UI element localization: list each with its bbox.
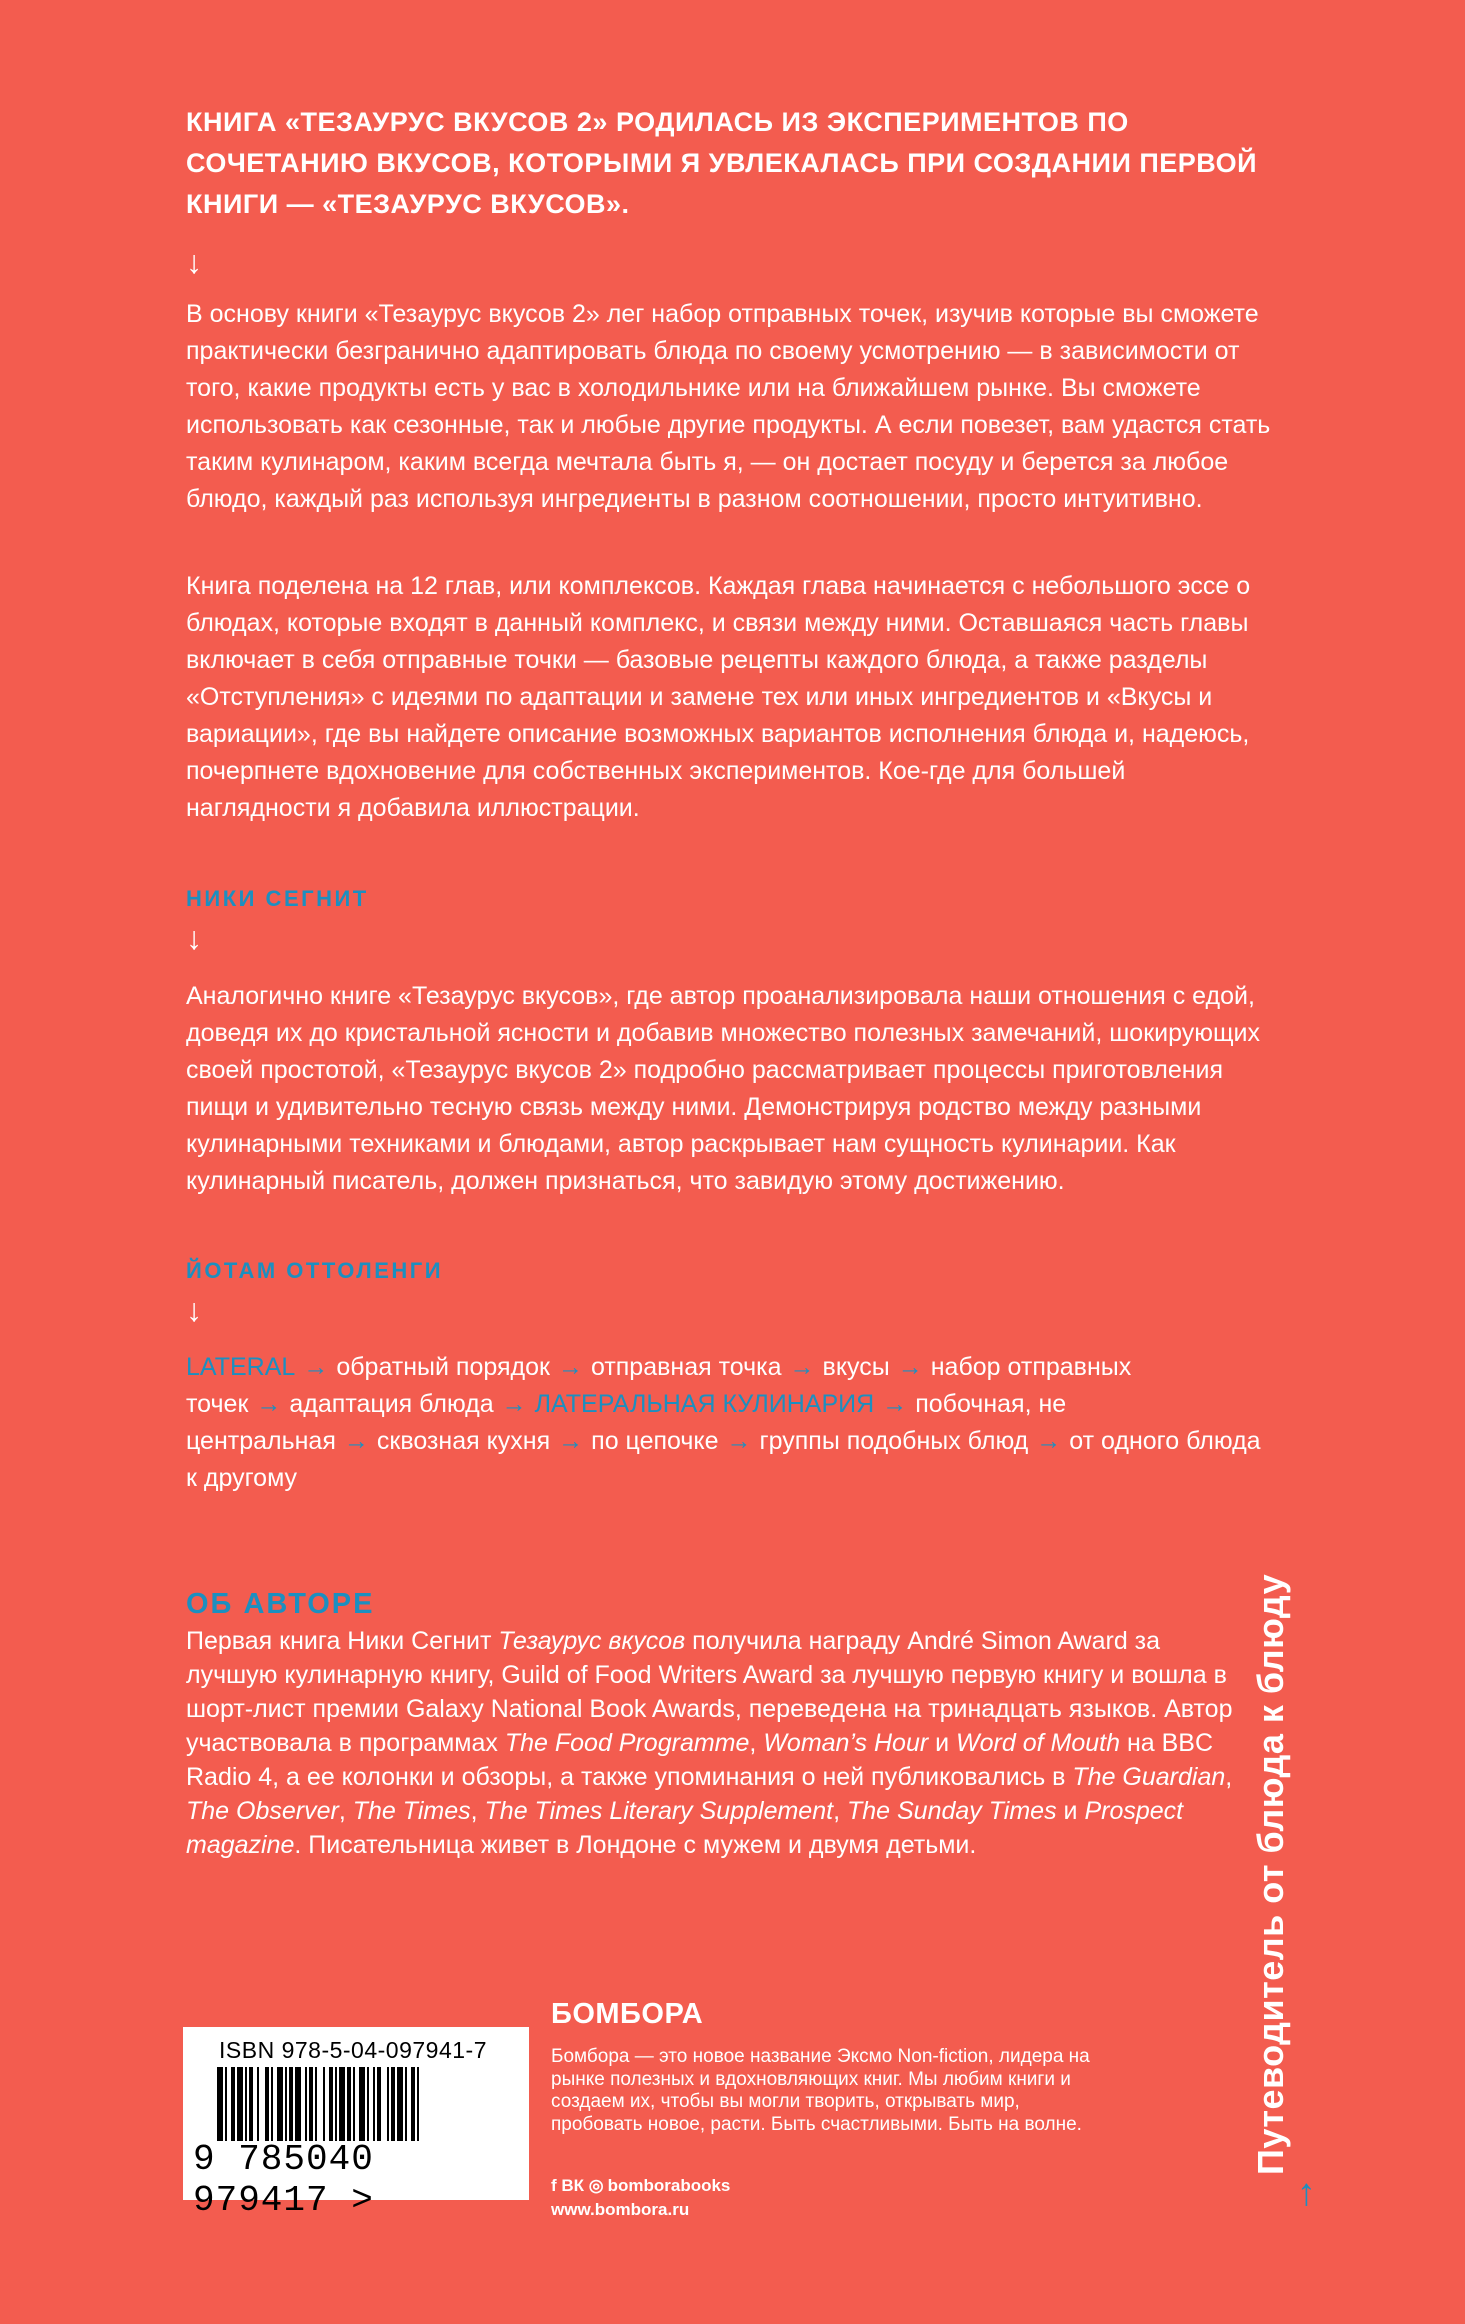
chain-word: группы подобных блюд (759, 1427, 1029, 1455)
chain-word: сквозная кухня (376, 1427, 551, 1455)
barcode-digits: 9 785040 979417 > (193, 2139, 374, 2221)
structure-paragraph: Книга поделена на 12 глав, или комплексов. Каждая глава начинается с небольшого эссе о блюдах, которые входят в данный комплекс, и связи между ними. Оставшаяся часть главы включает в себя отправные точки — базовые рецепты каждого блюда, а также разделы «Отступления» с идеями по адаптации и замене тех или иных ингредиентов и «Вкусы и вариации», где вы найдете описание возможных вариантов исполнения блюда и, надеюсь, почерпнете вдохновение для собственных экспериментов. Кое-где для большей наглядности я добавила иллюстрации. (186, 572, 1251, 822)
right-arrow-icon: → (882, 1390, 908, 1418)
right-arrow-icon: → (897, 1353, 923, 1381)
intro-paragraph: В основу книги «Тезаурус вкусов 2» лег набор отправных точек, изучив которые вы сможете практически безгранично адаптировать блюда по своему усмотрению — в зависимости от того, какие продукты есть у вас в холодильнике или на ближайшем рынке. Вы сможете использовать как сезонные, так и любые другие продукты. А если повезет, вам удастся стать таким кулинаром, каким всегда мечтала быть я, — он достает посуду и берется за любое блюдо, каждый раз используя ингредиенты в разном соотношении, просто интуитивно. (186, 300, 1271, 513)
publisher-blurb: Бомбора — это новое название Эксмо Non-fiction, лидера на рынке полезных и вдохновляющих книг. Мы любим книги и создаем их, чтобы вы могли творить, открывать мир, пробовать новое, расти. Быть счастливыми. Быть на волне. (551, 2046, 1090, 2135)
chain-word: набор отправных точек (186, 1353, 1132, 1418)
up-arrow-icon: ↑ (1297, 2172, 1316, 2214)
chain-word: обратный порядок (336, 1353, 550, 1381)
social-links[interactable] (551, 2176, 730, 2196)
right-arrow-icon: → (501, 1390, 527, 1418)
chain-word: от одного блюда к другому (186, 1427, 1261, 1492)
about-author-text: Первая книга Ники Сегнит Тезаурус вкусов получила награду André Simon Award за лучшую кулинарную книгу, Guild of Food Writers Award за лучшую первую книгу и вошла в шорт-лист премии Galaxy National Book Awards, переведена на тринадцать языков. Автор участвовала в программах The Food Programme, Woman’s Hour и Word of Mouth на BBC Radio 4, а ее колонки и обзоры, а также упоминания о ней публиковались в The Guardian, The Observer, The Times, The Times Literary Supplement, The Sunday Times и Prospect magazine. Писательница живет в Лондоне с мужем и двумя детьми. (186, 1627, 1233, 1859)
lateral-word-chain (186, 1349, 1276, 1497)
spine-tagline: Путеводитель от блюда к блюду (1250, 1573, 1291, 2175)
down-arrow-icon: ↓ (186, 920, 202, 956)
quote-author-2: ЙОТАМ ОТТОЛЕНГИ (186, 1258, 444, 1283)
publisher-website-link[interactable]: www.bombora.ru (551, 2200, 690, 2219)
right-arrow-icon: → (343, 1427, 369, 1455)
chain-word: ЛАТЕРАЛЬНАЯ КУЛИНАРИЯ (534, 1390, 875, 1418)
chain-word: отправная точка (590, 1353, 782, 1381)
right-arrow-icon: → (303, 1353, 329, 1381)
publisher-logo: БОМБОРА (551, 1998, 704, 2030)
right-arrow-icon: → (558, 1427, 584, 1455)
right-arrow-icon: → (1036, 1427, 1062, 1455)
chain-word: побочная, не центральная (186, 1390, 1067, 1455)
right-arrow-icon: → (726, 1427, 752, 1455)
lead-heading: КНИГА «ТЕЗАУРУС ВКУСОВ 2» РОДИЛАСЬ ИЗ ЭКСПЕРИМЕНТОВ ПО СОЧЕТАНИЮ ВКУСОВ, КОТОРЫМИ Я УВЛЕКАЛАСЬ ПРИ СОЗДАНИИ ПЕРВОЙ КНИГИ — «ТЕЗАУРУС ВКУСОВ». (186, 107, 1258, 219)
right-arrow-icon: → (557, 1353, 583, 1381)
down-arrow-icon: ↓ (186, 1292, 202, 1328)
chain-word: адаптация блюда (289, 1390, 494, 1418)
right-arrow-icon: → (789, 1353, 815, 1381)
isbn-barcode (183, 2027, 529, 2221)
chain-word: LATERAL (186, 1353, 296, 1381)
isbn-number: ISBN 978-5-04-097941-7 (219, 2037, 487, 2063)
quote-author-1: НИКИ СЕГНИТ (186, 886, 369, 911)
review-paragraph: Аналогично книге «Тезаурус вкусов», где автор проанализировала наши отношения с едой, доведя их до кристальной ясности и добавив множество полезных замечаний, шокирующих своей простотой, «Тезаурус вкусов 2» подробно рассматривает процессы приготовления пищи и удивительно тесную связь между ними. Демонстрируя родство между разными кулинарными техниками и блюдами, автор раскрывает нам сущность кулинарии. Как кулинарный писатель, должен признаться, что завидую этому достижению. (186, 982, 1261, 1195)
social-handle[interactable]: bomborabooks (607, 2176, 731, 2195)
about-author-title: ОБ АВТОРЕ (186, 1588, 375, 1620)
right-arrow-icon: → (256, 1390, 282, 1418)
down-arrow-icon: ↓ (186, 244, 202, 280)
barcode-bars-icon (217, 2067, 499, 2141)
social-icons[interactable]: f ВК ◎ (551, 2176, 604, 2195)
chain-word: по цепочке (591, 1427, 719, 1455)
chain-word: вкусы (822, 1353, 890, 1381)
